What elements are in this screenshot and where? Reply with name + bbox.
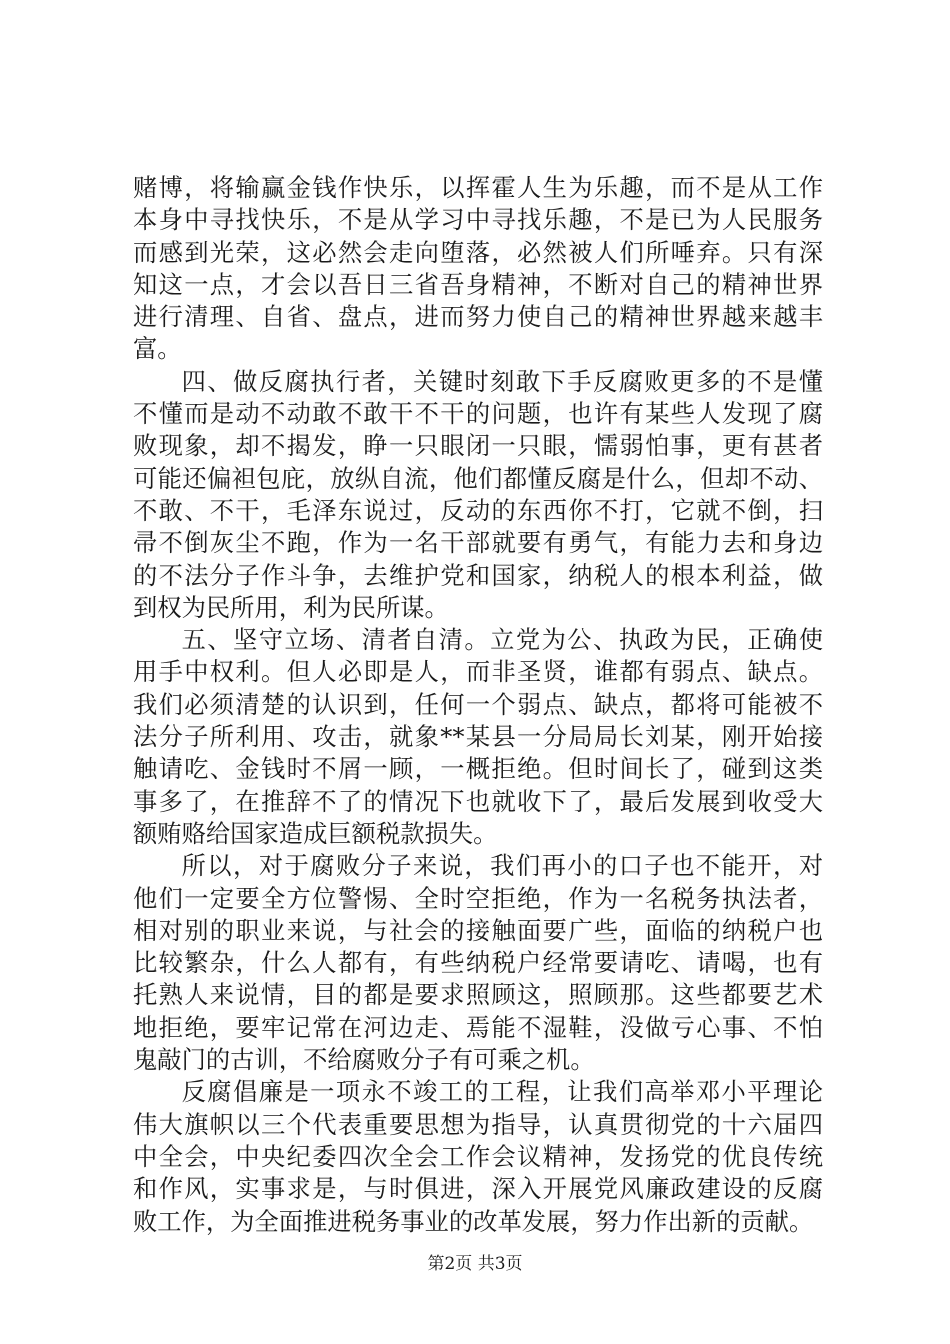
text-line: 进行清理、自省、盘点，进而努力使自己的精神世界越来越丰 <box>133 302 823 332</box>
text-line: 伟大旗帜以三个代表重要思想为指导，认真贯彻党的十六届四 <box>133 1109 823 1139</box>
text-line: 触请吃、金钱时不屑一顾，一概拒绝。但时间长了，碰到这类 <box>133 754 823 784</box>
text-line: 中全会，中央纪委四次全会工作会议精神，发扬党的优良传统 <box>133 1141 823 1171</box>
paragraph-five-start: 五、坚守立场、清者自清。立党为公、执政为民，正确使 <box>181 625 823 655</box>
text-line: 鬼敲门的古训，不给腐败分子有可乘之机。 <box>133 1045 595 1075</box>
text-line: 的不法分子作斗争，去维护党和国家，纳税人的根本利益，做 <box>133 560 823 590</box>
text-line: 知这一点，才会以吾日三省吾身精神，不断对自己的精神世界 <box>133 269 823 299</box>
text-line: 托熟人来说情，目的都是要求照顾这，照顾那。这些都要艺术 <box>133 980 823 1010</box>
paragraph-four-start: 四、做反腐执行者，关键时刻敢下手反腐败更多的不是懂 <box>181 366 823 396</box>
text-line: 我们必须清楚的认识到，任何一个弱点、缺点，都将可能被不 <box>133 689 823 719</box>
text-line: 本身中寻找快乐，不是从学习中寻找乐趣，不是已为人民服务 <box>133 205 823 235</box>
body-text <box>133 172 823 1238</box>
text-line: 帚不倒灰尘不跑，作为一名干部就要有勇气，有能力去和身边 <box>133 528 823 558</box>
text-line: 败工作，为全面推进税务事业的改革发展，努力作出新的贡献。 <box>133 1206 814 1236</box>
text-line: 法分子所利用、攻击，就象**某县一分局局长刘某，刚开始接 <box>133 722 823 752</box>
text-line: 相对别的职业来说，与社会的接触面要广些，面临的纳税户也 <box>133 915 823 945</box>
text-line: 事多了，在推辞不了的情况下也就收下了，最后发展到收受大 <box>133 786 823 816</box>
text-line: 败现象，却不揭发，睁一只眼闭一只眼，懦弱怕事，更有甚者 <box>133 431 823 461</box>
text-line: 不懂而是动不动敢不敢干不干的问题，也许有某些人发现了腐 <box>133 399 823 429</box>
text-line: 和作风，实事求是，与时俱进，深入开展党风廉政建设的反腐 <box>133 1174 823 1204</box>
text-line: 比较繁杂，什么人都有，有些纳税户经常要请吃、请喝，也有 <box>133 948 823 978</box>
text-line: 到权为民所用，利为民所谋。 <box>133 592 449 622</box>
paragraph-start: 反腐倡廉是一项永不竣工的工程，让我们高举邓小平理论 <box>181 1077 823 1107</box>
text-line: 赌博，将输赢金钱作快乐，以挥霍人生为乐趣，而不是从工作 <box>133 173 823 202</box>
text-line: 用手中权利。但人必即是人，而非圣贤，谁都有弱点、缺点。 <box>133 657 823 687</box>
text-line: 不敢、不干，毛泽东说过，反动的东西你不打，它就不倒，扫 <box>133 495 823 525</box>
page-number: 第2页 共3页 <box>427 1254 523 1274</box>
text-line: 富。 <box>133 334 182 364</box>
paragraph-start: 所以，对于腐败分子来说，我们再小的口子也不能开，对 <box>181 851 823 881</box>
text-line: 地拒绝，要牢记常在河边走、焉能不湿鞋，没做亏心事、不怕 <box>133 1012 823 1042</box>
text-line: 他们一定要全方位警惕、全时空拒绝，作为一名税务执法者， <box>133 883 823 913</box>
text-line: 可能还偏袒包庇，放纵自流，他们都懂反腐是什么，但却不动、 <box>133 463 823 493</box>
text-line: 而感到光荣，这必然会走向堕落，必然被人们所唾弃。只有深 <box>133 237 823 267</box>
text-line: 额贿赂给国家造成巨额税款损失。 <box>133 818 498 848</box>
